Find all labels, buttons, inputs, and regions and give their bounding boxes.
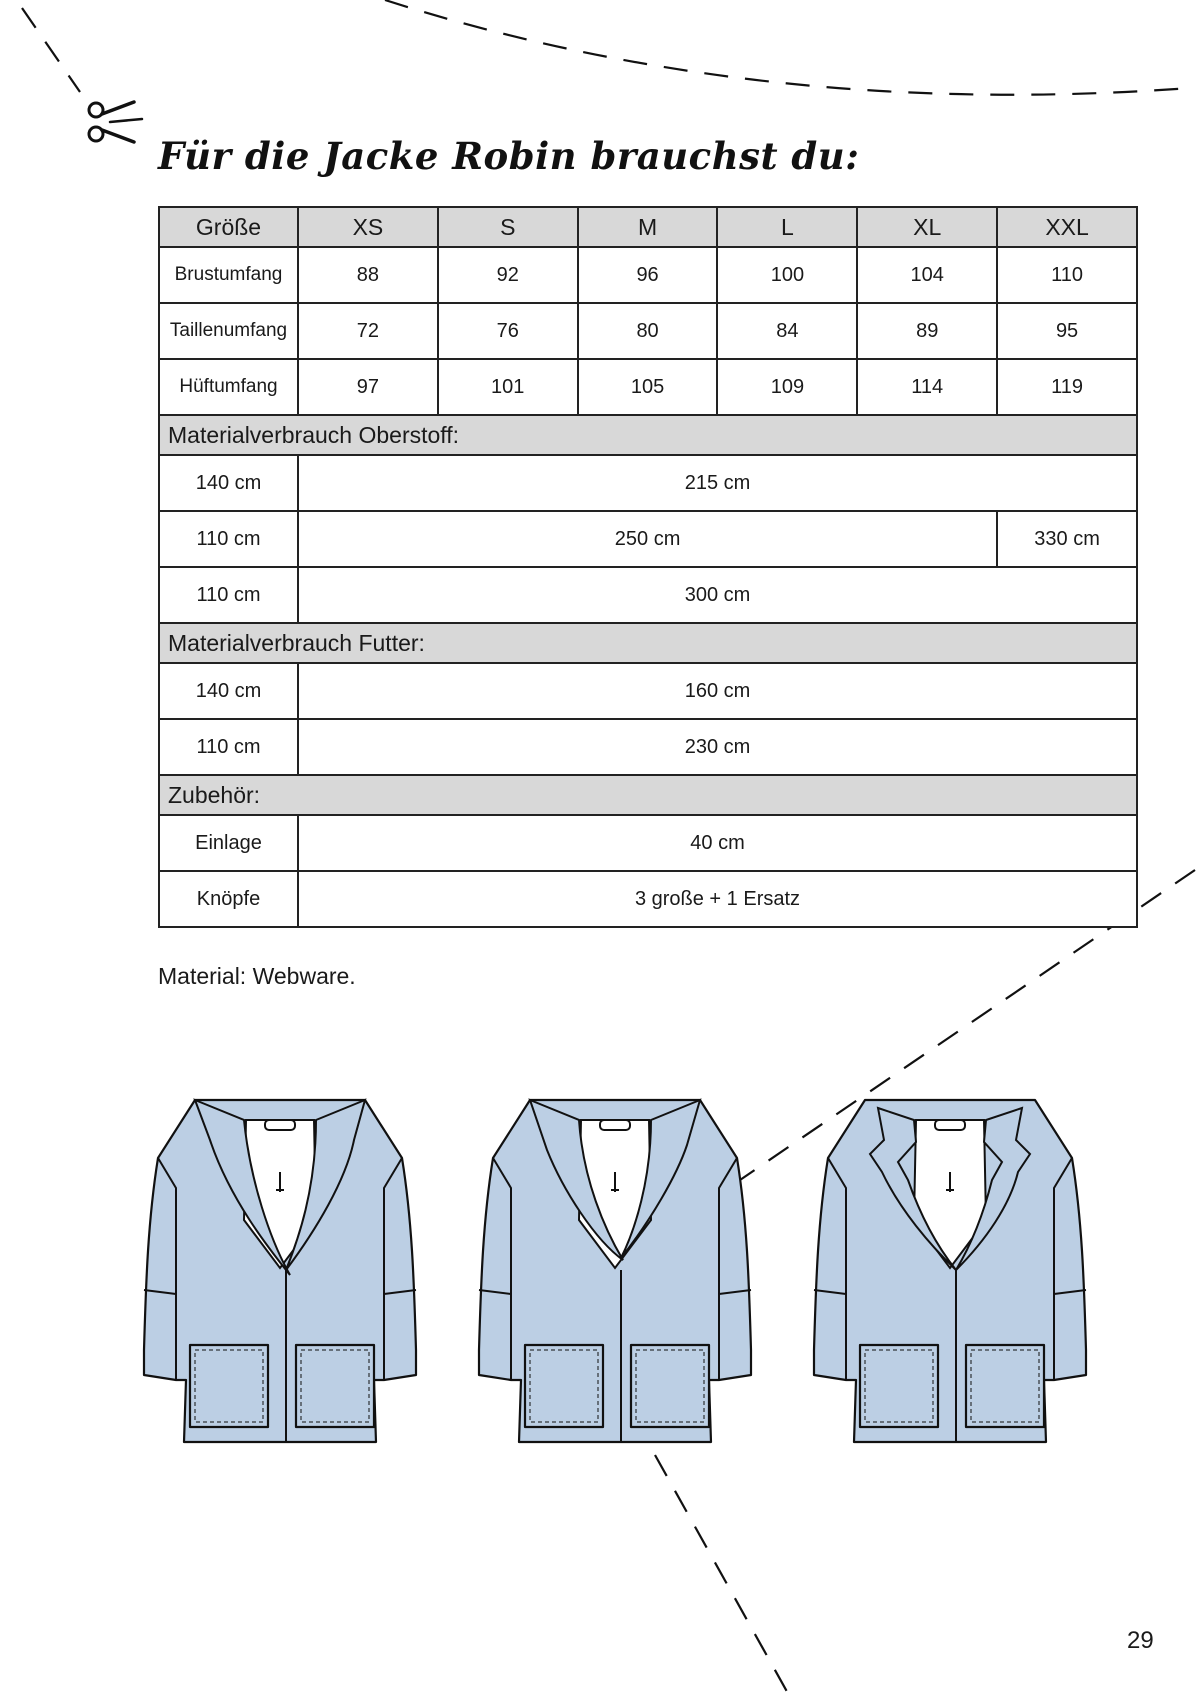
table-row-futter-1 — [159, 663, 1137, 719]
fabric-amount: 300 cm — [298, 567, 1137, 623]
dashed-cut-line-top — [22, 0, 1190, 95]
fabric-amount: 160 cm — [298, 663, 1137, 719]
table-cell: 96 — [578, 247, 718, 303]
row-label: Brustumfang — [159, 247, 298, 303]
table-row-futter-2 — [159, 719, 1137, 775]
table-cell: 89 — [857, 303, 997, 359]
size-m: M — [578, 207, 718, 247]
table-row-oberstoff-1 — [159, 455, 1137, 511]
table-cell: 119 — [997, 359, 1137, 415]
table-row-oberstoff-3 — [159, 567, 1137, 623]
table-cell: 109 — [717, 359, 857, 415]
page-title: Für die Jacke Robin brauchst du: — [158, 134, 860, 178]
fabric-width: 140 cm — [159, 455, 298, 511]
table-cell: 97 — [298, 359, 438, 415]
table-cell: 92 — [438, 247, 578, 303]
fabric-amount: 215 cm — [298, 455, 1137, 511]
fabric-width: 110 cm — [159, 567, 298, 623]
section-title: Materialverbrauch Futter: — [159, 623, 1137, 663]
table-cell: 101 — [438, 359, 578, 415]
table-row-oberstoff-2 — [159, 511, 1137, 567]
size-header-row — [159, 207, 1137, 247]
row-label: Taillenumfang — [159, 303, 298, 359]
table-cell: 114 — [857, 359, 997, 415]
section-header-zubehoer — [159, 775, 1137, 815]
table-row-brustumfang — [159, 247, 1137, 303]
size-l: L — [717, 207, 857, 247]
table-cell: 105 — [578, 359, 718, 415]
section-title: Zubehör: — [159, 775, 1137, 815]
page-number: 29 — [1127, 1627, 1154, 1654]
material-note: Material: Webware. — [158, 963, 356, 989]
table-cell: 104 — [857, 247, 997, 303]
size-material-table — [158, 206, 1138, 928]
jacket-variant-2 — [479, 1100, 751, 1442]
table-cell: 72 — [298, 303, 438, 359]
dashed-cut-line-bottom — [655, 1455, 790, 1697]
accessory-amount: 40 cm — [298, 815, 1137, 871]
table-row-einlage — [159, 815, 1137, 871]
section-title: Materialverbrauch Oberstoff: — [159, 415, 1137, 455]
jacket-illustrations — [120, 1080, 1120, 1480]
fabric-amount: 250 cm — [298, 511, 997, 567]
table-cell: 88 — [298, 247, 438, 303]
accessory-amount: 3 große + 1 Ersatz — [298, 871, 1137, 927]
size-s: S — [438, 207, 578, 247]
size-header-label: Größe — [159, 207, 298, 247]
size-xl: XL — [857, 207, 997, 247]
table-cell: 80 — [578, 303, 718, 359]
jacket-variant-3 — [814, 1100, 1086, 1442]
table-cell: 100 — [717, 247, 857, 303]
fabric-amount-xxl: 330 cm — [997, 511, 1137, 567]
size-xxl: XXL — [997, 207, 1137, 247]
table-cell: 76 — [438, 303, 578, 359]
fabric-amount: 230 cm — [298, 719, 1137, 775]
section-header-oberstoff — [159, 415, 1137, 455]
table-row-knoepfe — [159, 871, 1137, 927]
accessory-label: Einlage — [159, 815, 298, 871]
table-cell: 95 — [997, 303, 1137, 359]
table-cell: 84 — [717, 303, 857, 359]
fabric-width: 110 cm — [159, 511, 298, 567]
table-row-hueftumfang — [159, 359, 1137, 415]
size-xs: XS — [298, 207, 438, 247]
table-row-taillenumfang — [159, 303, 1137, 359]
fabric-width: 110 cm — [159, 719, 298, 775]
fabric-width: 140 cm — [159, 663, 298, 719]
row-label: Hüftumfang — [159, 359, 298, 415]
scissors-icon — [89, 102, 142, 142]
accessory-label: Knöpfe — [159, 871, 298, 927]
jacket-variant-1 — [144, 1100, 416, 1442]
section-header-futter — [159, 623, 1137, 663]
table-cell: 110 — [997, 247, 1137, 303]
